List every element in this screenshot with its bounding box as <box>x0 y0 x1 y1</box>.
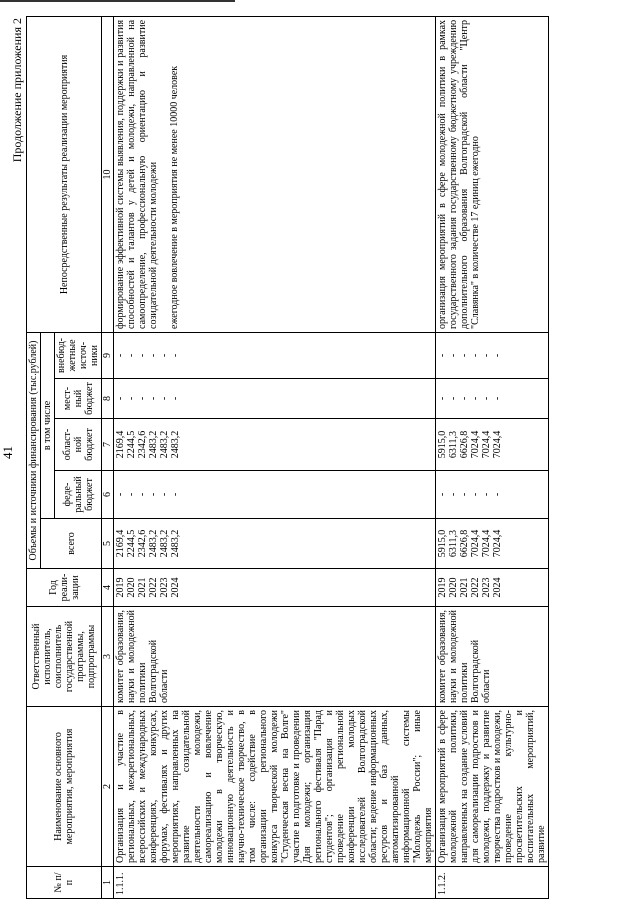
column-number: 6 <box>102 471 114 519</box>
total-value: 5915,0 <box>437 529 448 558</box>
federal-value: - <box>126 492 137 497</box>
extrabudget-value: - <box>470 353 481 358</box>
years-cell <box>436 569 549 607</box>
result-text: организация мероприятий в сфере молодежной политики в рамках государственного задания государственному бюджетному учреждению дополнительного образования Волгоградской области "Центр "Славянка" в количестве 17 единиц ежегодно <box>437 19 481 329</box>
year-value: 2019 <box>115 577 126 598</box>
column-number: 8 <box>102 379 114 419</box>
header-total: всего <box>41 519 102 569</box>
extrabudget-value: - <box>459 353 470 358</box>
federal-value: - <box>159 492 170 497</box>
results-cell <box>436 16 549 332</box>
extrabudget-value: - <box>481 353 492 358</box>
federal-value: - <box>459 492 470 497</box>
local-value: - <box>126 396 137 401</box>
total-value: 2483,2 <box>170 529 181 558</box>
local-value: - <box>470 396 481 401</box>
header-local: мест-ный бюджет <box>55 379 102 419</box>
extrabudget-cell <box>436 332 549 378</box>
regional-value: 6626,8 <box>459 430 470 459</box>
total-cell <box>114 519 436 569</box>
total-value: 7024,4 <box>492 529 503 558</box>
year-value: 2019 <box>437 577 448 598</box>
header-in-that-number: в том числе <box>41 332 55 518</box>
year-value: 2024 <box>170 577 181 598</box>
federal-value: - <box>148 492 159 497</box>
column-number: 2 <box>102 707 114 867</box>
regional-value: 2483,2 <box>148 430 159 459</box>
total-value: 6311,3 <box>448 529 459 558</box>
federal-value: - <box>492 492 503 497</box>
federal-value: - <box>481 492 492 497</box>
federal-value: - <box>170 492 181 497</box>
local-value: - <box>492 396 503 401</box>
table-row <box>436 16 549 898</box>
regional-value: 5915,0 <box>437 430 448 459</box>
total-value: 6626,8 <box>459 529 470 558</box>
extrabudget-cell <box>114 332 436 378</box>
header-name: Наименование основного мероприятия, мероприятия <box>27 707 102 867</box>
header-funding-group: Объемы и источники финансирования (тыс.рублей) <box>27 332 41 568</box>
regional-value: 2169,4 <box>115 430 126 459</box>
local-value: - <box>115 396 126 401</box>
year-value: 2023 <box>159 577 170 598</box>
total-value: 7024,4 <box>470 529 481 558</box>
results-cell <box>114 16 436 332</box>
column-number: 10 <box>102 16 114 332</box>
extrabudget-value: - <box>448 353 459 358</box>
regional-value: 7024,4 <box>492 430 503 459</box>
regional-cell <box>114 419 436 471</box>
regional-value: 7024,4 <box>470 430 481 459</box>
local-value: - <box>437 396 448 401</box>
continuation-note: Продолжение приложения 2 <box>10 18 24 163</box>
extrabudget-value: - <box>115 353 126 358</box>
column-number: 4 <box>102 569 114 607</box>
federal-value: - <box>470 492 481 497</box>
total-value: 7024,4 <box>481 529 492 558</box>
year-value: 2020 <box>126 577 137 598</box>
federal-value: - <box>437 492 448 497</box>
row-number: 1.1.1. <box>114 867 436 899</box>
header-results: Непосредственные результаты реализации мероприятия <box>27 16 102 332</box>
activity-name: Организация и участие в региональных, межрегиональных, всероссийских и международных конференциях, конкурсах, форумах, фестивалях и других мероприятиях, направленных на развитие созидательной деятельности молодежи, самореализацию и вовлечение молодежи в творческую, инновационную деятельность и научно-техническое творчество, в том числе: содействие в организации регионального конкурса творческой молодежи "Студенческая весна на Волге" участие в подготовке и проведении Дня молодежи; организация регионального фестиваля "Парад студентов"; организация и проведение региональной конференции молодых исследователей Волгоградской области; ведение информационных ресурсов и баз данных, автоматизированной информационной системы "Молодежь России"; иные мероприятия <box>114 707 436 867</box>
header-executor: Ответственный исполнитель, соисполнитель государственной программы, подпрограммы <box>27 607 102 707</box>
federal-value: - <box>115 492 126 497</box>
local-value: - <box>170 396 181 401</box>
extrabudget-value: - <box>170 353 181 358</box>
funding-table <box>26 16 549 899</box>
regional-value: 2244,5 <box>126 430 137 459</box>
row-number: 1.1.2. <box>436 867 549 899</box>
local-value: - <box>159 396 170 401</box>
total-value: 2483,2 <box>148 529 159 558</box>
total-value: 2169,4 <box>115 529 126 558</box>
federal-value: - <box>448 492 459 497</box>
federal-cell <box>114 471 436 519</box>
years-cell <box>114 569 436 607</box>
responsible-executor: комитет образования, науки и молодежной политики Волгоградской области <box>436 607 549 707</box>
responsible-executor: комитет образования, науки и молодежной политики Волгоградской области <box>114 607 436 707</box>
column-number: 5 <box>102 519 114 569</box>
extrabudget-value: - <box>437 353 448 358</box>
header-num: № п/п <box>27 867 102 899</box>
year-value: 2020 <box>448 577 459 598</box>
year-value: 2022 <box>148 577 159 598</box>
extrabudget-value: - <box>148 353 159 358</box>
local-cell <box>436 379 549 419</box>
header-regional: област-ной бюджет <box>55 419 102 471</box>
result-text-secondary: ежегодное вовлечение в мероприятия не менее 10000 человек <box>169 65 180 329</box>
column-number: 1 <box>102 867 114 899</box>
year-value: 2023 <box>481 577 492 598</box>
total-value: 2244,5 <box>126 529 137 558</box>
regional-value: 7024,4 <box>481 430 492 459</box>
year-value: 2024 <box>492 577 503 598</box>
column-number: 3 <box>102 607 114 707</box>
year-value: 2021 <box>137 577 148 598</box>
federal-cell <box>436 471 549 519</box>
year-value: 2022 <box>470 577 481 598</box>
header-year: Год реали-зации <box>27 569 102 607</box>
activity-name: Организация мероприятий в сфере молодежной политики, направленных на создание условий для самореализации подростков и молодежи, поддержку и развитие творчества подростков и молодежи, проведение культурно-просветительских и воспитательных мероприятий, развитие <box>436 707 549 867</box>
total-cell <box>436 519 549 569</box>
year-value: 2021 <box>459 577 470 598</box>
total-value: 2342,6 <box>137 529 148 558</box>
regional-value: 2483,2 <box>159 430 170 459</box>
header-federal: феде-ральный бюджет <box>55 471 102 519</box>
extrabudget-value: - <box>137 353 148 358</box>
extrabudget-value: - <box>492 353 503 358</box>
local-value: - <box>137 396 148 401</box>
table-row <box>114 16 436 898</box>
extrabudget-value: - <box>126 353 137 358</box>
regional-value: 6311,3 <box>448 430 459 459</box>
column-number-row <box>102 16 114 898</box>
column-number: 7 <box>102 419 114 471</box>
regional-cell <box>436 419 549 471</box>
extrabudget-value: - <box>159 353 170 358</box>
column-number: 9 <box>102 332 114 378</box>
local-value: - <box>481 396 492 401</box>
local-value: - <box>448 396 459 401</box>
local-value: - <box>459 396 470 401</box>
header-extrabudget: внебюд-жетные источ-ники <box>55 332 102 378</box>
local-value: - <box>148 396 159 401</box>
page-number: 41 <box>0 446 15 459</box>
total-value: 2483,2 <box>159 529 170 558</box>
federal-value: - <box>137 492 148 497</box>
regional-value: 2342,6 <box>137 430 148 459</box>
result-text: формирование эффективной системы выявления, поддержки и развития способностей и талантов у детей и молодежи, направленной на самоопределение, профессиональную ориентацию и развитие созидательной деятельности молодежи <box>115 19 159 329</box>
regional-value: 2483,2 <box>170 430 181 459</box>
local-cell <box>114 379 436 419</box>
